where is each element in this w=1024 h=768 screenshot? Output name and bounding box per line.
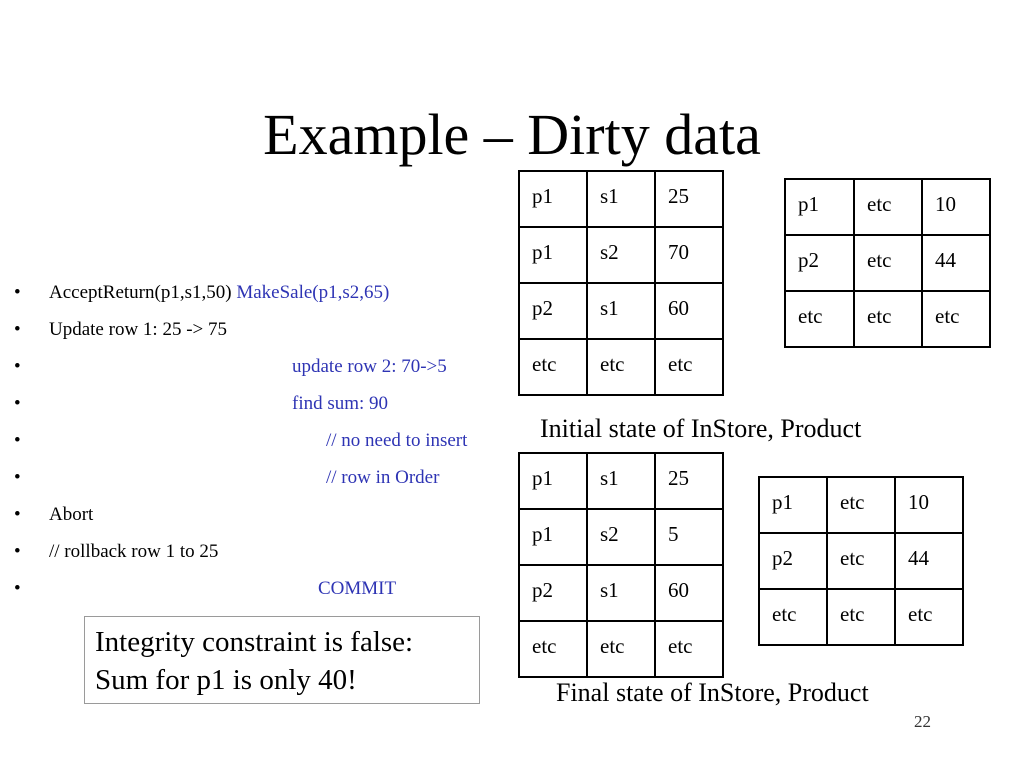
table-cell: etc (519, 339, 587, 395)
table-cell: 25 (655, 171, 723, 227)
table-cell: p2 (759, 533, 827, 589)
bullet-text-part-blue: MakeSale(p1,s2,65) (236, 282, 390, 303)
table-cell: s1 (587, 453, 655, 509)
bullet-text-part: AcceptReturn(p1,s1,50) (49, 282, 232, 303)
table-cell: 5 (655, 509, 723, 565)
table-row (519, 227, 723, 283)
bullet-dot: • (14, 504, 21, 525)
bullet-text: // rollback row 1 to 25 (49, 541, 219, 562)
table-row (785, 291, 990, 347)
table-cell: s1 (587, 171, 655, 227)
note-line: Integrity constraint is false: (95, 626, 414, 658)
table-cell: etc (827, 477, 895, 533)
table-cell: 10 (895, 477, 963, 533)
final-instore-table (518, 452, 724, 678)
bullet-text: // no need to insert (326, 430, 468, 451)
table-cell: 44 (922, 235, 990, 291)
table-cell: 70 (655, 227, 723, 283)
table-cell: 60 (655, 283, 723, 339)
table-cell: p1 (519, 227, 587, 283)
table-cell: p2 (519, 283, 587, 339)
bullet-text: // row in Order (326, 467, 440, 488)
integrity-note-box (84, 616, 480, 704)
table-cell: etc (854, 235, 922, 291)
table-cell: etc (827, 589, 895, 645)
table-row (519, 565, 723, 621)
table-cell: p2 (785, 235, 854, 291)
bullet-dot: • (14, 578, 21, 599)
note-line: Sum for p1 is only 40! (95, 664, 357, 696)
bullet-dot: • (14, 467, 21, 488)
initial-product-table (784, 178, 991, 348)
bullet-dot: • (14, 393, 21, 414)
table-cell: etc (519, 621, 587, 677)
table-cell: etc (895, 589, 963, 645)
bullet-text: Update row 1: 25 -> 75 (49, 319, 227, 340)
bullet-dot: • (14, 319, 21, 340)
table-row (519, 509, 723, 565)
bullet-dot: • (14, 430, 21, 451)
table-row (519, 453, 723, 509)
table-row (759, 589, 963, 645)
table-cell: 44 (895, 533, 963, 589)
table-cell: etc (785, 291, 854, 347)
table-row (785, 235, 990, 291)
table-cell: s1 (587, 565, 655, 621)
table-cell: p1 (519, 171, 587, 227)
final-state-caption: Final state of InStore, Product (556, 678, 869, 707)
table-cell: s1 (587, 283, 655, 339)
bullet-text: Abort (49, 504, 94, 525)
bullet-text: update row 2: 70->5 (292, 356, 447, 377)
table-cell: 60 (655, 565, 723, 621)
table-cell: etc (655, 339, 723, 395)
bullet-text: find sum: 90 (292, 393, 389, 414)
table-row (759, 533, 963, 589)
table-row (519, 621, 723, 677)
table-cell: p2 (519, 565, 587, 621)
table-cell: p1 (759, 477, 827, 533)
table-row (759, 477, 963, 533)
bullet-text (49, 278, 389, 308)
table-cell: 25 (655, 453, 723, 509)
table-row (519, 171, 723, 227)
final-product-table (758, 476, 964, 646)
table-cell: etc (587, 621, 655, 677)
table-cell: etc (655, 621, 723, 677)
table-cell: s2 (587, 509, 655, 565)
table-cell: p1 (519, 509, 587, 565)
initial-state-caption: Initial state of InStore, Product (540, 414, 862, 443)
bullet-dot: • (14, 541, 21, 562)
bullet-dot: • (14, 356, 21, 377)
table-row (519, 283, 723, 339)
table-cell: etc (854, 291, 922, 347)
table-cell: 10 (922, 179, 990, 235)
table-row (519, 339, 723, 395)
table-cell: etc (759, 589, 827, 645)
page-number: 22 (914, 712, 931, 731)
table-cell: s2 (587, 227, 655, 283)
slide-title: Example – Dirty data (263, 102, 761, 167)
table-cell: etc (587, 339, 655, 395)
table-cell: p1 (519, 453, 587, 509)
bullet-text: COMMIT (318, 578, 397, 599)
bullet-dot: • (14, 282, 21, 303)
initial-instore-table (518, 170, 724, 396)
table-cell: etc (827, 533, 895, 589)
table-cell: p1 (785, 179, 854, 235)
table-row (785, 179, 990, 235)
table-cell: etc (922, 291, 990, 347)
table-cell: etc (854, 179, 922, 235)
